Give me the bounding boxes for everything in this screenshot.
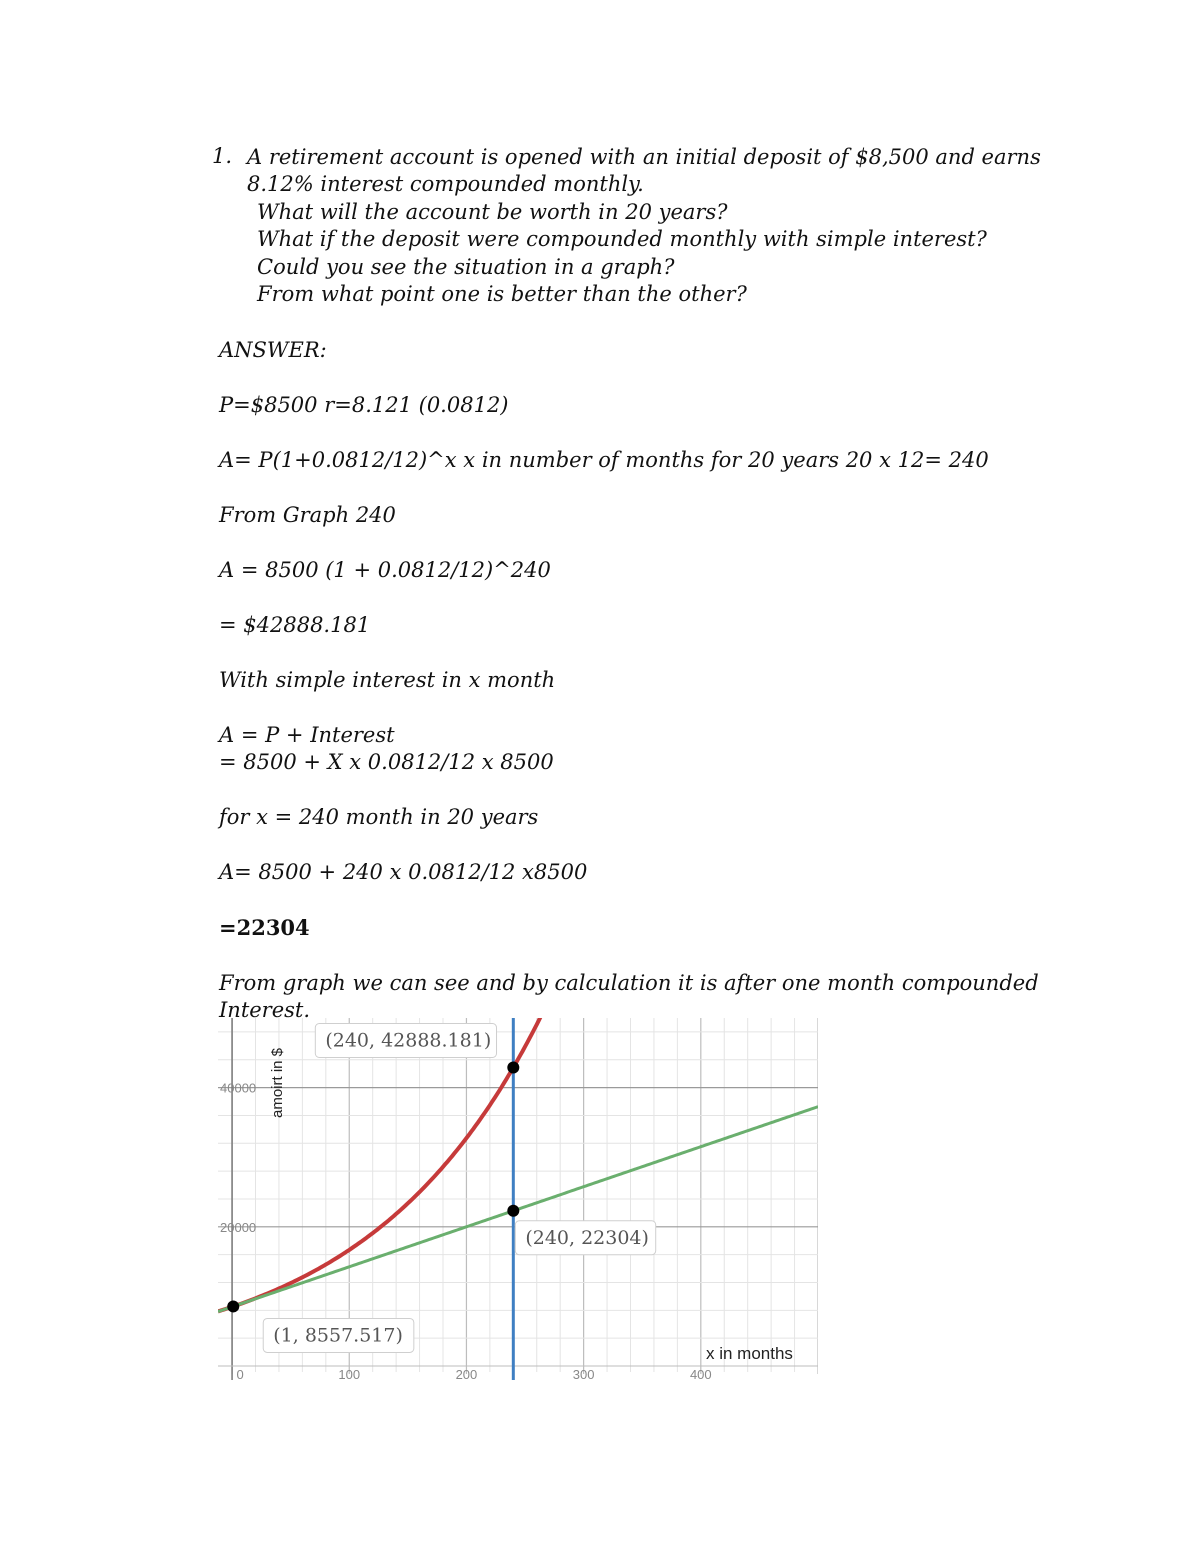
x-axis-title: x in months (706, 1344, 793, 1363)
compound-interest-curve (218, 1018, 818, 1311)
question-number: 1. (212, 144, 233, 168)
x-tick-label: 300 (572, 1367, 595, 1382)
answer-heading: ANSWER: (219, 338, 327, 362)
conclusion-line-2: Interest. (219, 998, 311, 1022)
conclusion-line-1: From graph we can see and by calculation it is after one month compounded (219, 971, 1039, 995)
x-tick-label: 100 (338, 1367, 361, 1382)
y-tick-label: 40000 (220, 1080, 257, 1096)
data-point (507, 1205, 519, 1217)
chart-svg (218, 1018, 818, 1388)
x-tick-label: 200 (455, 1367, 478, 1382)
simple-calc: A= 8500 + 240 x 0.0812/12 x8500 (219, 860, 588, 884)
data-point (227, 1300, 239, 1312)
answer-calc: A = 8500 (1 + 0.0812/12)^240 (219, 558, 551, 582)
x-tick-label: 0 (236, 1367, 244, 1382)
x-tick-label: 400 (689, 1367, 712, 1382)
question-line-3: What will the account be worth in 20 years? (257, 200, 728, 224)
y-axis-title: amoirt in $ (269, 1047, 286, 1118)
point-label: (240, 42888.181) (325, 1029, 492, 1052)
question-line-4: What if the deposit were compounded monthly with simple interest? (257, 227, 987, 251)
point-label: (1, 8557.517) (273, 1324, 403, 1347)
interest-graph (218, 1018, 818, 1388)
simple-heading: With simple interest in x month (219, 668, 556, 692)
point-label: (240, 22304) (525, 1226, 649, 1249)
simple-formula-1: A = P + Interest (219, 723, 395, 747)
question-line-1: A retirement account is opened with an initial deposit of $8,500 and earns (247, 145, 1041, 169)
data-point (507, 1061, 519, 1073)
answer-formula: A= P(1+0.0812/12)^x x in number of months for 20 years 20 x 12= 240 (219, 448, 989, 472)
answer-result: = $42888.181 (219, 613, 371, 637)
question-line-5: Could you see the situation in a graph? (257, 255, 675, 279)
question-line-6: From what point one is better than the other? (257, 282, 747, 306)
simple-formula-2: = 8500 + X x 0.0812/12 x 8500 (219, 750, 554, 774)
for-x: for x = 240 month in 20 years (219, 805, 539, 829)
answer-from-graph: From Graph 240 (219, 503, 396, 527)
simple-result: =22304 (219, 915, 310, 940)
answer-given: P=$8500 r=8.121 (0.0812) (219, 393, 509, 417)
question-line-2: 8.12% interest compounded monthly. (247, 172, 644, 196)
y-tick-label: 20000 (220, 1219, 257, 1235)
